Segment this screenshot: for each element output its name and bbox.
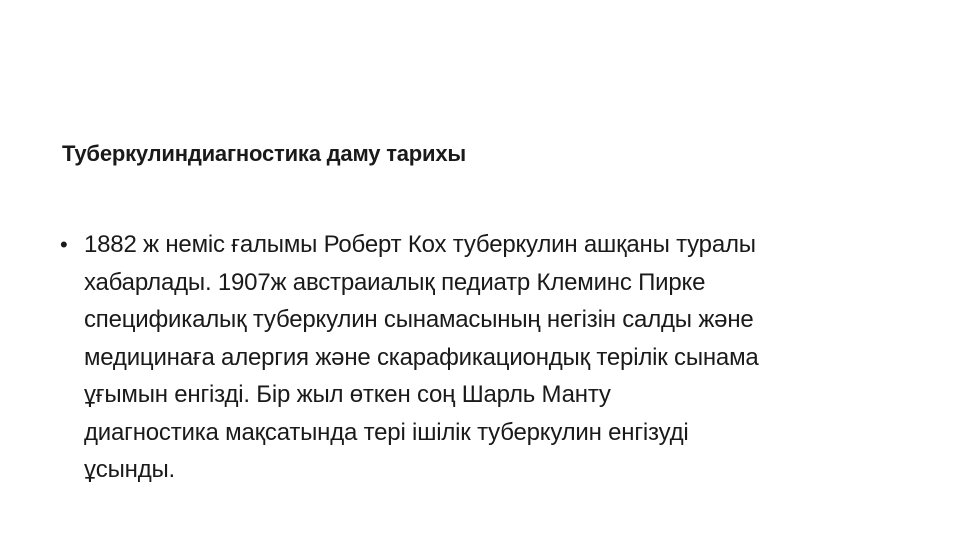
bullet-icon: • xyxy=(60,232,68,257)
bullet-line: спецификалық туберкулин сынамасының негізін салды және xyxy=(84,306,754,333)
bullet-item xyxy=(60,226,920,489)
bullet-line: 1882 ж неміс ғалымы Роберт Кох туберкулин ашқаны туралы xyxy=(84,231,756,258)
bullet-line: медицинаға алергия және скарафикациондық терілік сынама xyxy=(84,343,759,371)
slide-title: Туберкулиндиагностика даму тарихы xyxy=(62,141,466,166)
bullet-line: диагностика мақсатында тері ішілік туберкулин енгізуді xyxy=(84,418,689,446)
bullet-list xyxy=(60,226,920,489)
bullet-text xyxy=(84,226,920,489)
bullet-line: хабарлады. 1907ж австраиалық педиатр Клеминс Пирке xyxy=(84,268,706,296)
bullet-line: ұсынды. xyxy=(84,456,176,483)
bullet-line: ұғымын енгізді. Бір жыл өткен соң Шарль Манту xyxy=(84,381,611,408)
